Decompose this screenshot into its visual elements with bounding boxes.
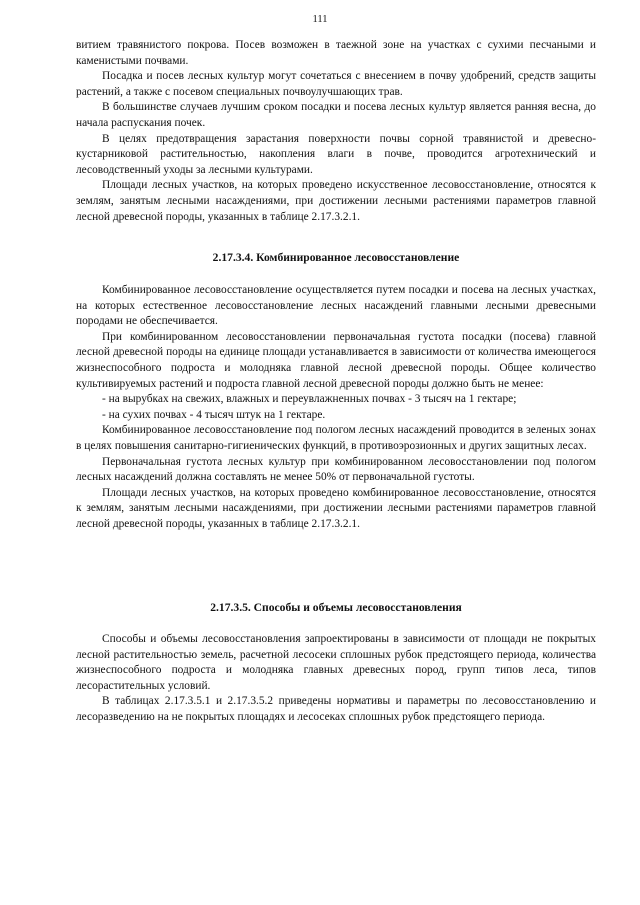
- paragraph: Первоначальная густота лесных культур при комбинированном лесовосстановлении под пологом лесных насаждений должна составлять не менее 50% от первоначальной густоты.: [76, 455, 596, 484]
- paragraph: витием травянистого покрова. Посев возможен в таежной зоне на участках с сухими песчаными и каменистыми почвами.: [76, 39, 596, 67]
- list-item: - на вырубках на свежих, влажных и переувлажненных почвах - 3 тысяч на 1 гектаре;: [102, 393, 517, 406]
- paragraph: Площади лесных участков, на которых проведено искусственное лесовосстановление, относятся к землям, занятым лесными насаждениями, при достижении лесными растениями параметров главной лесной древесной породы, указанных в таблице 2.17.3.2.1.: [76, 179, 596, 223]
- paragraph: Способы и объемы лесовосстановления запроектированы в зависимости от площади не покрытых лесной растительностью земель, расчетной лесосеки сплошных рубок предстоящего периода, количества жизнеспособного подроста и молодняка главных древесных пород, групп типов леса, типов лесорастительных условий.: [76, 633, 596, 692]
- paragraph: В большинстве случаев лучшим сроком посадки и посева лесных культур является ранняя весна, до начала распускания почек.: [76, 101, 596, 129]
- page-number: 111: [312, 14, 328, 25]
- paragraph: Площади лесных участков, на которых проведено комбинированное лесовосстановление, относятся к землям, занятым лесными насаждениями, при достижении лесными растениями параметров главной лесной древесной породы, указанных в таблице 2.17.3.2.1.: [76, 486, 596, 530]
- paragraph: Комбинированное лесовосстановление осуществляется путем посадки и посева на лесных участках, на которых естественное лесовосстановление лесных насаждений главными лесными древесными породами не обеспечивается.: [76, 284, 596, 328]
- section-heading: 2.17.3.4. Комбинированное лесовосстановление: [212, 251, 460, 264]
- text-block-2: [76, 283, 596, 533]
- text-block-1: [76, 38, 596, 225]
- text-block-3: [76, 632, 596, 726]
- section-heading: 2.17.3.5. Способы и объемы лесовосстановления: [210, 601, 462, 614]
- list-item: - на сухих почвах - 4 тысяч штук на 1 гектаре.: [102, 408, 326, 421]
- paragraph: В таблицах 2.17.3.5.1 и 2.17.3.5.2 приведены нормативы и параметры по лесовосстановлению и лесоразведению на не покрытых площадях и лесосеках сплошных рубок предстоящего периода.: [76, 695, 596, 723]
- paragraph: В целях предотвращения зарастания поверхности почвы сорной травянистой и древесно-кустарниковой растительностью, накопления влаги в почве, проводится агротехнический и лесоводственный уходы за лесными культурами.: [76, 132, 596, 176]
- paragraph: Комбинированное лесовосстановление под пологом лесных насаждений проводится в зеленых зонах в целях повышения санитарно-гигиенических функций, в противоэрозионных и других защитных лесах.: [76, 424, 596, 452]
- paragraph: При комбинированном лесовосстановлении первоначальная густота посадки (посева) главной лесной древесной породы на единице площади устанавливается в зависимости от количества имеющегося жизнеспособного подроста и молодняка главной лесной древесной породы. Общее количество культивируемых растений и подроста главной лесной древесной породы должно быть не менее:: [76, 330, 596, 390]
- paragraph: Посадка и посев лесных культур могут сочетаться с внесением в почву удобрений, средств защиты растений, а также с посевом специальных почвоулучшающих трав.: [76, 70, 596, 98]
